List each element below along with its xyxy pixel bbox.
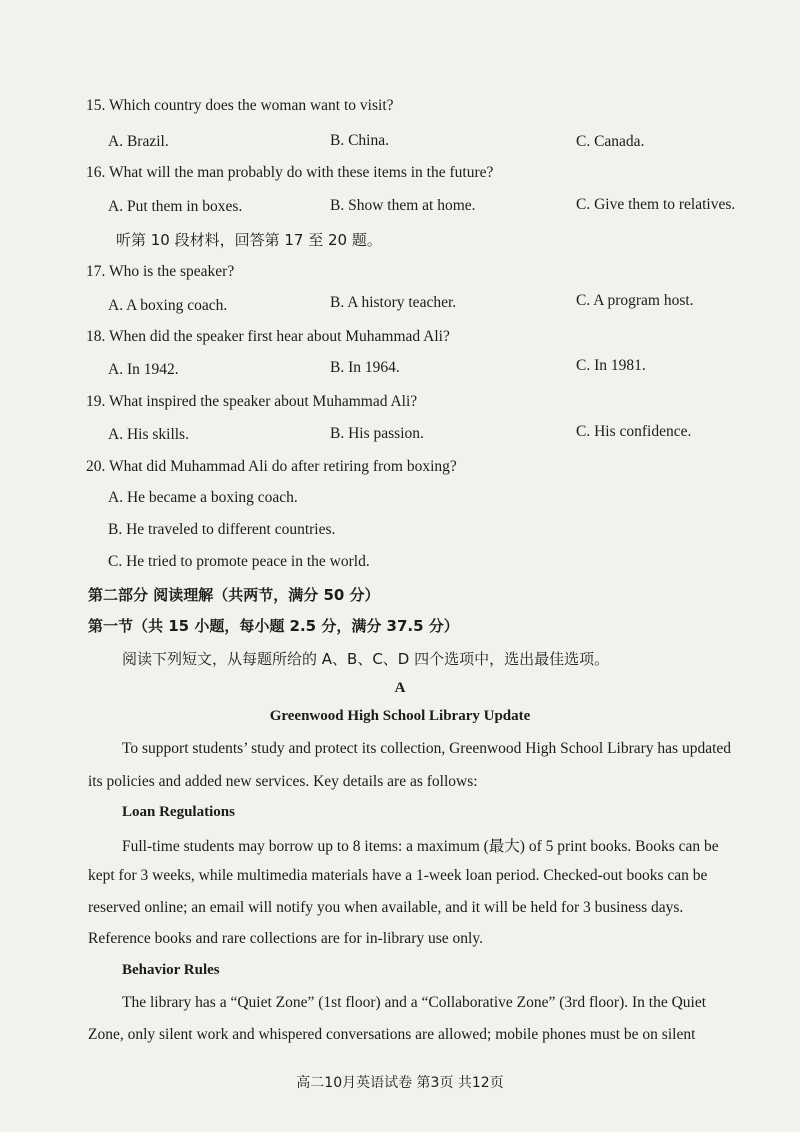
q17-option-a: A. A boxing coach. [108, 297, 228, 314]
behavior-line-1: The library has a “Quiet Zone” (1st floor) and a “Collaborative Zone” (3rd floor). In the Quiet [122, 994, 707, 1011]
passage-title: Greenwood High School Library Update [269, 708, 531, 724]
question-16: 16. What will the man probably do with these items in the future? [86, 164, 494, 181]
intro-line-2: its policies and added new services. Key details are as follows: [88, 773, 478, 790]
loan-line-2: kept for 3 weeks, while multimedia materials have a 1-week loan period. Checked-out books can be [88, 867, 708, 884]
q18-option-b: B. In 1964. [330, 359, 400, 376]
q15-option-b: B. China. [330, 132, 389, 149]
reading-instruction: 阅读下列短文，从每题所给的 A、B、C、D 四个选项中，选出最佳选项。 [122, 650, 610, 668]
behavior-rules-heading: Behavior Rules [122, 962, 220, 978]
q17-option-b: B. A history teacher. [330, 294, 457, 311]
q19-option-c: C. His confidence. [576, 423, 692, 440]
loan-line-4: Reference books and rare collections are for in-library use only. [88, 930, 483, 947]
q20-option-c: C. He tried to promote peace in the world. [108, 553, 370, 570]
q16-option-c: C. Give them to relatives. [576, 196, 736, 213]
question-20: 20. What did Muhammad Ali do after retiring from boxing? [86, 458, 457, 475]
loan-regulations-heading: Loan Regulations [122, 804, 235, 820]
q16-option-a: A. Put them in boxes. [108, 198, 243, 215]
q18-option-a: A. In 1942. [108, 361, 179, 378]
question-17: 17. Who is the speaker? [86, 263, 235, 280]
intro-line-1: To support students’ study and protect its collection, Greenwood High School Library has updated [122, 740, 732, 757]
section-one-title: 第一节（共 15 小题，每小题 2.5 分，满分 37.5 分） [88, 617, 459, 635]
q15-option-a: A. Brazil. [108, 133, 169, 150]
page-footer: 高二10月英语试卷 第3页 共12页 [296, 1075, 504, 1091]
q18-option-c: C. In 1981. [576, 357, 646, 374]
q20-option-b: B. He traveled to different countries. [108, 521, 336, 538]
question-19: 19. What inspired the speaker about Muhammad Ali? [86, 393, 418, 410]
listening-instruction-10: 听第 10 段材料，回答第 17 至 20 题。 [116, 231, 382, 249]
question-18: 18. When did the speaker first hear about Muhammad Ali? [86, 328, 450, 345]
q20-option-a: A. He became a boxing coach. [108, 489, 298, 506]
question-15: 15. Which country does the woman want to visit? [86, 97, 394, 114]
loan-line-3: reserved online; an email will notify you when available, and it will be held for 3 business days. [88, 899, 684, 916]
q17-option-c: C. A program host. [576, 292, 694, 309]
behavior-line-2: Zone, only silent work and whispered conversations are allowed; mobile phones must be on silent [88, 1026, 696, 1043]
q16-option-b: B. Show them at home. [330, 197, 476, 214]
q19-option-b: B. His passion. [330, 425, 424, 442]
part-two-title: 第二部分 阅读理解（共两节，满分 50 分） [88, 586, 380, 604]
loan-line-1: Full-time students may borrow up to 8 items: a maximum (最大) of 5 print books. Books can be [122, 838, 719, 855]
passage-letter: A [394, 680, 406, 696]
q15-option-c: C. Canada. [576, 133, 645, 150]
q19-option-a: A. His skills. [108, 426, 189, 443]
